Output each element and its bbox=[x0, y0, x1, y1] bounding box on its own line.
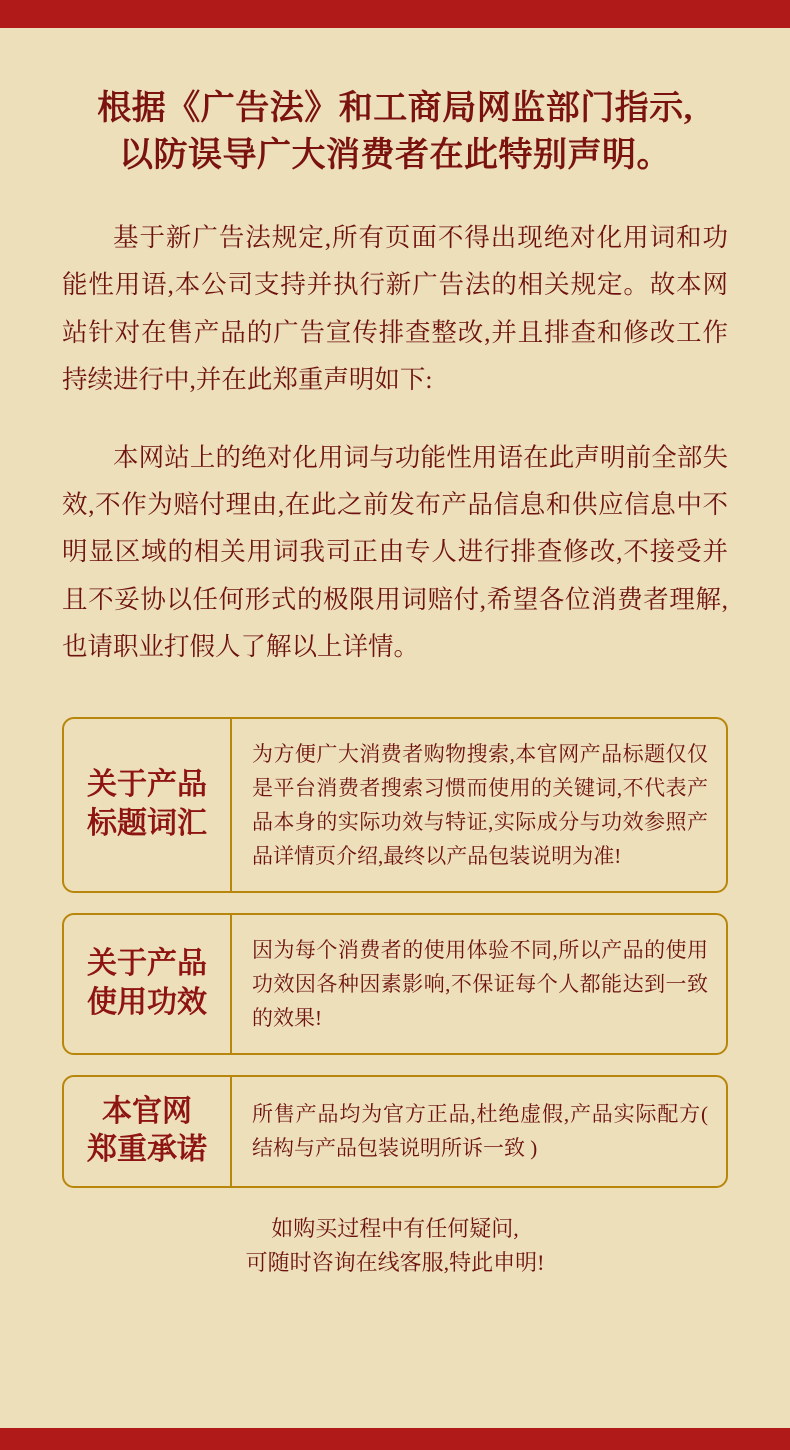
statement-card bbox=[62, 1075, 728, 1188]
card-label-line2: 郑重承诺 bbox=[87, 1133, 207, 1167]
footer-note-line1: 如购买过程中有任何疑问, bbox=[271, 1215, 519, 1241]
statement-card bbox=[62, 717, 728, 893]
top-color-band bbox=[0, 0, 790, 28]
statement-paragraph-1: 基于新广告法规定,所有页面不得出现绝对化用词和功能性用语,本公司支持并执行新广告法的相关规定。故本网站针对在售产品的广告宣传排查整改,并且排查和修改工作持续进行中,并在此郑重声明如下: bbox=[62, 222, 728, 395]
footer-note bbox=[62, 1212, 728, 1280]
card-label bbox=[64, 915, 232, 1053]
statement-paragraph-2: 本网站上的绝对化用词与功能性用语在此声明前全部失效,不作为赔付理由,在此之前发布产品信息和供应信息中不明显区域的相关用词我司正由专人进行排查修改,不接受并且不妥协以任何形式的极限用词赔付,希望各位消费者理解,也请职业打假人了解以上详情。 bbox=[62, 442, 728, 662]
card-label-line2: 标题词汇 bbox=[87, 806, 207, 840]
statement-card bbox=[62, 913, 728, 1055]
page-title-line1: 根据《广告法》和工商局网监部门指示, bbox=[97, 90, 693, 127]
paper-panel bbox=[0, 28, 790, 1428]
card-body-text: 为方便广大消费者购物搜索,本官网产品标题仅仅是平台消费者搜索习惯而使用的关键词,不代表产品本身的实际功效与特证,实际成分与功效参照产品详情页介绍,最终以产品包装说明为准! bbox=[252, 741, 708, 868]
card-body-text: 所售产品均为官方正品,杜绝虚假,产品实际配方( 结构与产品包装说明所诉一致 ) bbox=[252, 1102, 708, 1161]
card-label bbox=[64, 1077, 232, 1186]
card-label-line2: 使用功效 bbox=[87, 985, 207, 1019]
footer-note-line2: 可随时咨询在线客服,特此申明! bbox=[245, 1249, 545, 1275]
card-label bbox=[64, 719, 232, 891]
card-label-line1: 本官网 bbox=[102, 1094, 192, 1128]
statement-card-list bbox=[62, 717, 728, 1188]
card-label-line1: 关于产品 bbox=[87, 947, 207, 981]
card-label-line1: 关于产品 bbox=[87, 768, 207, 802]
page-title-line2: 以防误导广大消费者在此特别声明。 bbox=[119, 136, 671, 174]
card-body-text: 因为每个消费者的使用体验不同,所以产品的使用功效因各种因素影响,不保证每个人都能达到一致的效果! bbox=[252, 937, 708, 1030]
bottom-color-band bbox=[0, 1428, 790, 1450]
page-title bbox=[62, 86, 728, 180]
